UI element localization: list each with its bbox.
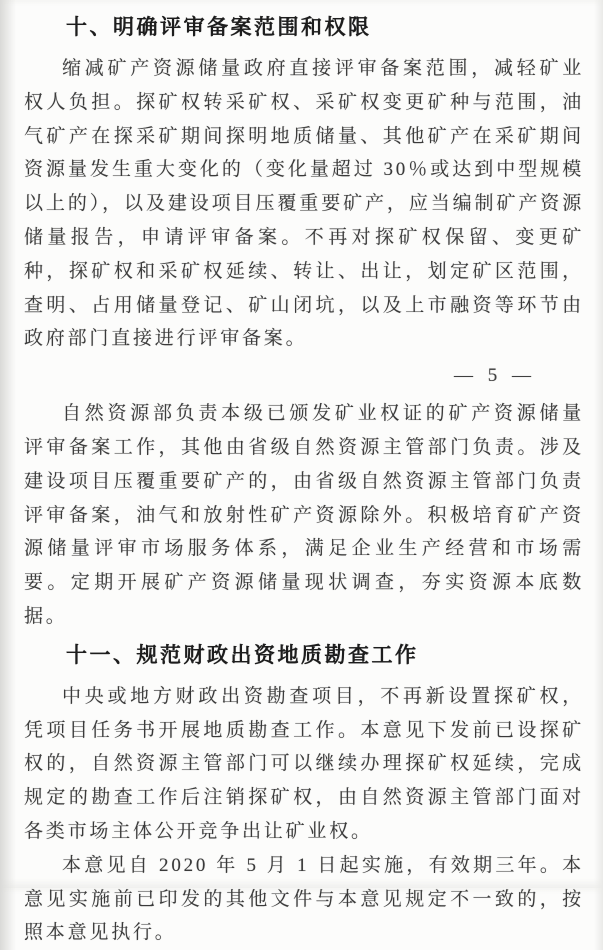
section-11-heading: 十一、规范财政出资地质勘查工作 <box>66 643 419 667</box>
section-10-paragraph-1: 缩减矿产资源储量政府直接评审备案范围，减轻矿业权人负担。探矿权转采矿权、采矿权变更矿种与范围，油气矿产在探采矿期间探明地质储量、其他矿产在采矿期间资源量发生重大变化的（变化量超过 30％或达到中型规模以上的），以及建设项目压覆重要矿产，应当编制矿产资源储量报告，申请评审备案。不再对探矿权保留、变更矿种，探矿权和采矿权延续、转让、出让，划定矿区范围，查明、占用储量登记、矿山闭坑，以及上市融资等环节由政府部门直接进行评审备案。 <box>24 58 584 350</box>
section-10-paragraph-2: 自然资源部负责本级已颁发矿业权证的矿产资源储量评审备案工作，其他由省级自然资源主管部门负责。涉及建设项目压覆重要矿产的，由省级自然资源主管部门负责评审备案，油气和放射性矿产资源除外。积极培育矿产资源储量评审市场服务体系，满足企业生产经营和市场需要。定期开展矿产资源储量现状调查，夯实资源本底数据。 <box>24 403 584 627</box>
section-11-paragraph-2: 本意见自 2020 年 5 月 1 日起实施，有效期三年。本意见实施前已印发的其他文件与本意见规定不一致的，按照本意见执行。 <box>24 854 584 944</box>
section-11-paragraph-1: 中央或地方财政出资勘查项目，不再新设置探矿权，凭项目任务书开展地质勘查工作。本意见下发前已设探矿权的，自然资源主管部门可以继续办理探矿权延续，完成规定的勘查工作后注销探矿权，由自然资源主管部门面对各类市场主体公开竞争出让矿业权。 <box>24 685 584 842</box>
section-10-heading: 十、明确评审备案范围和权限 <box>66 16 372 39</box>
page-number: — 5 — <box>454 365 536 387</box>
